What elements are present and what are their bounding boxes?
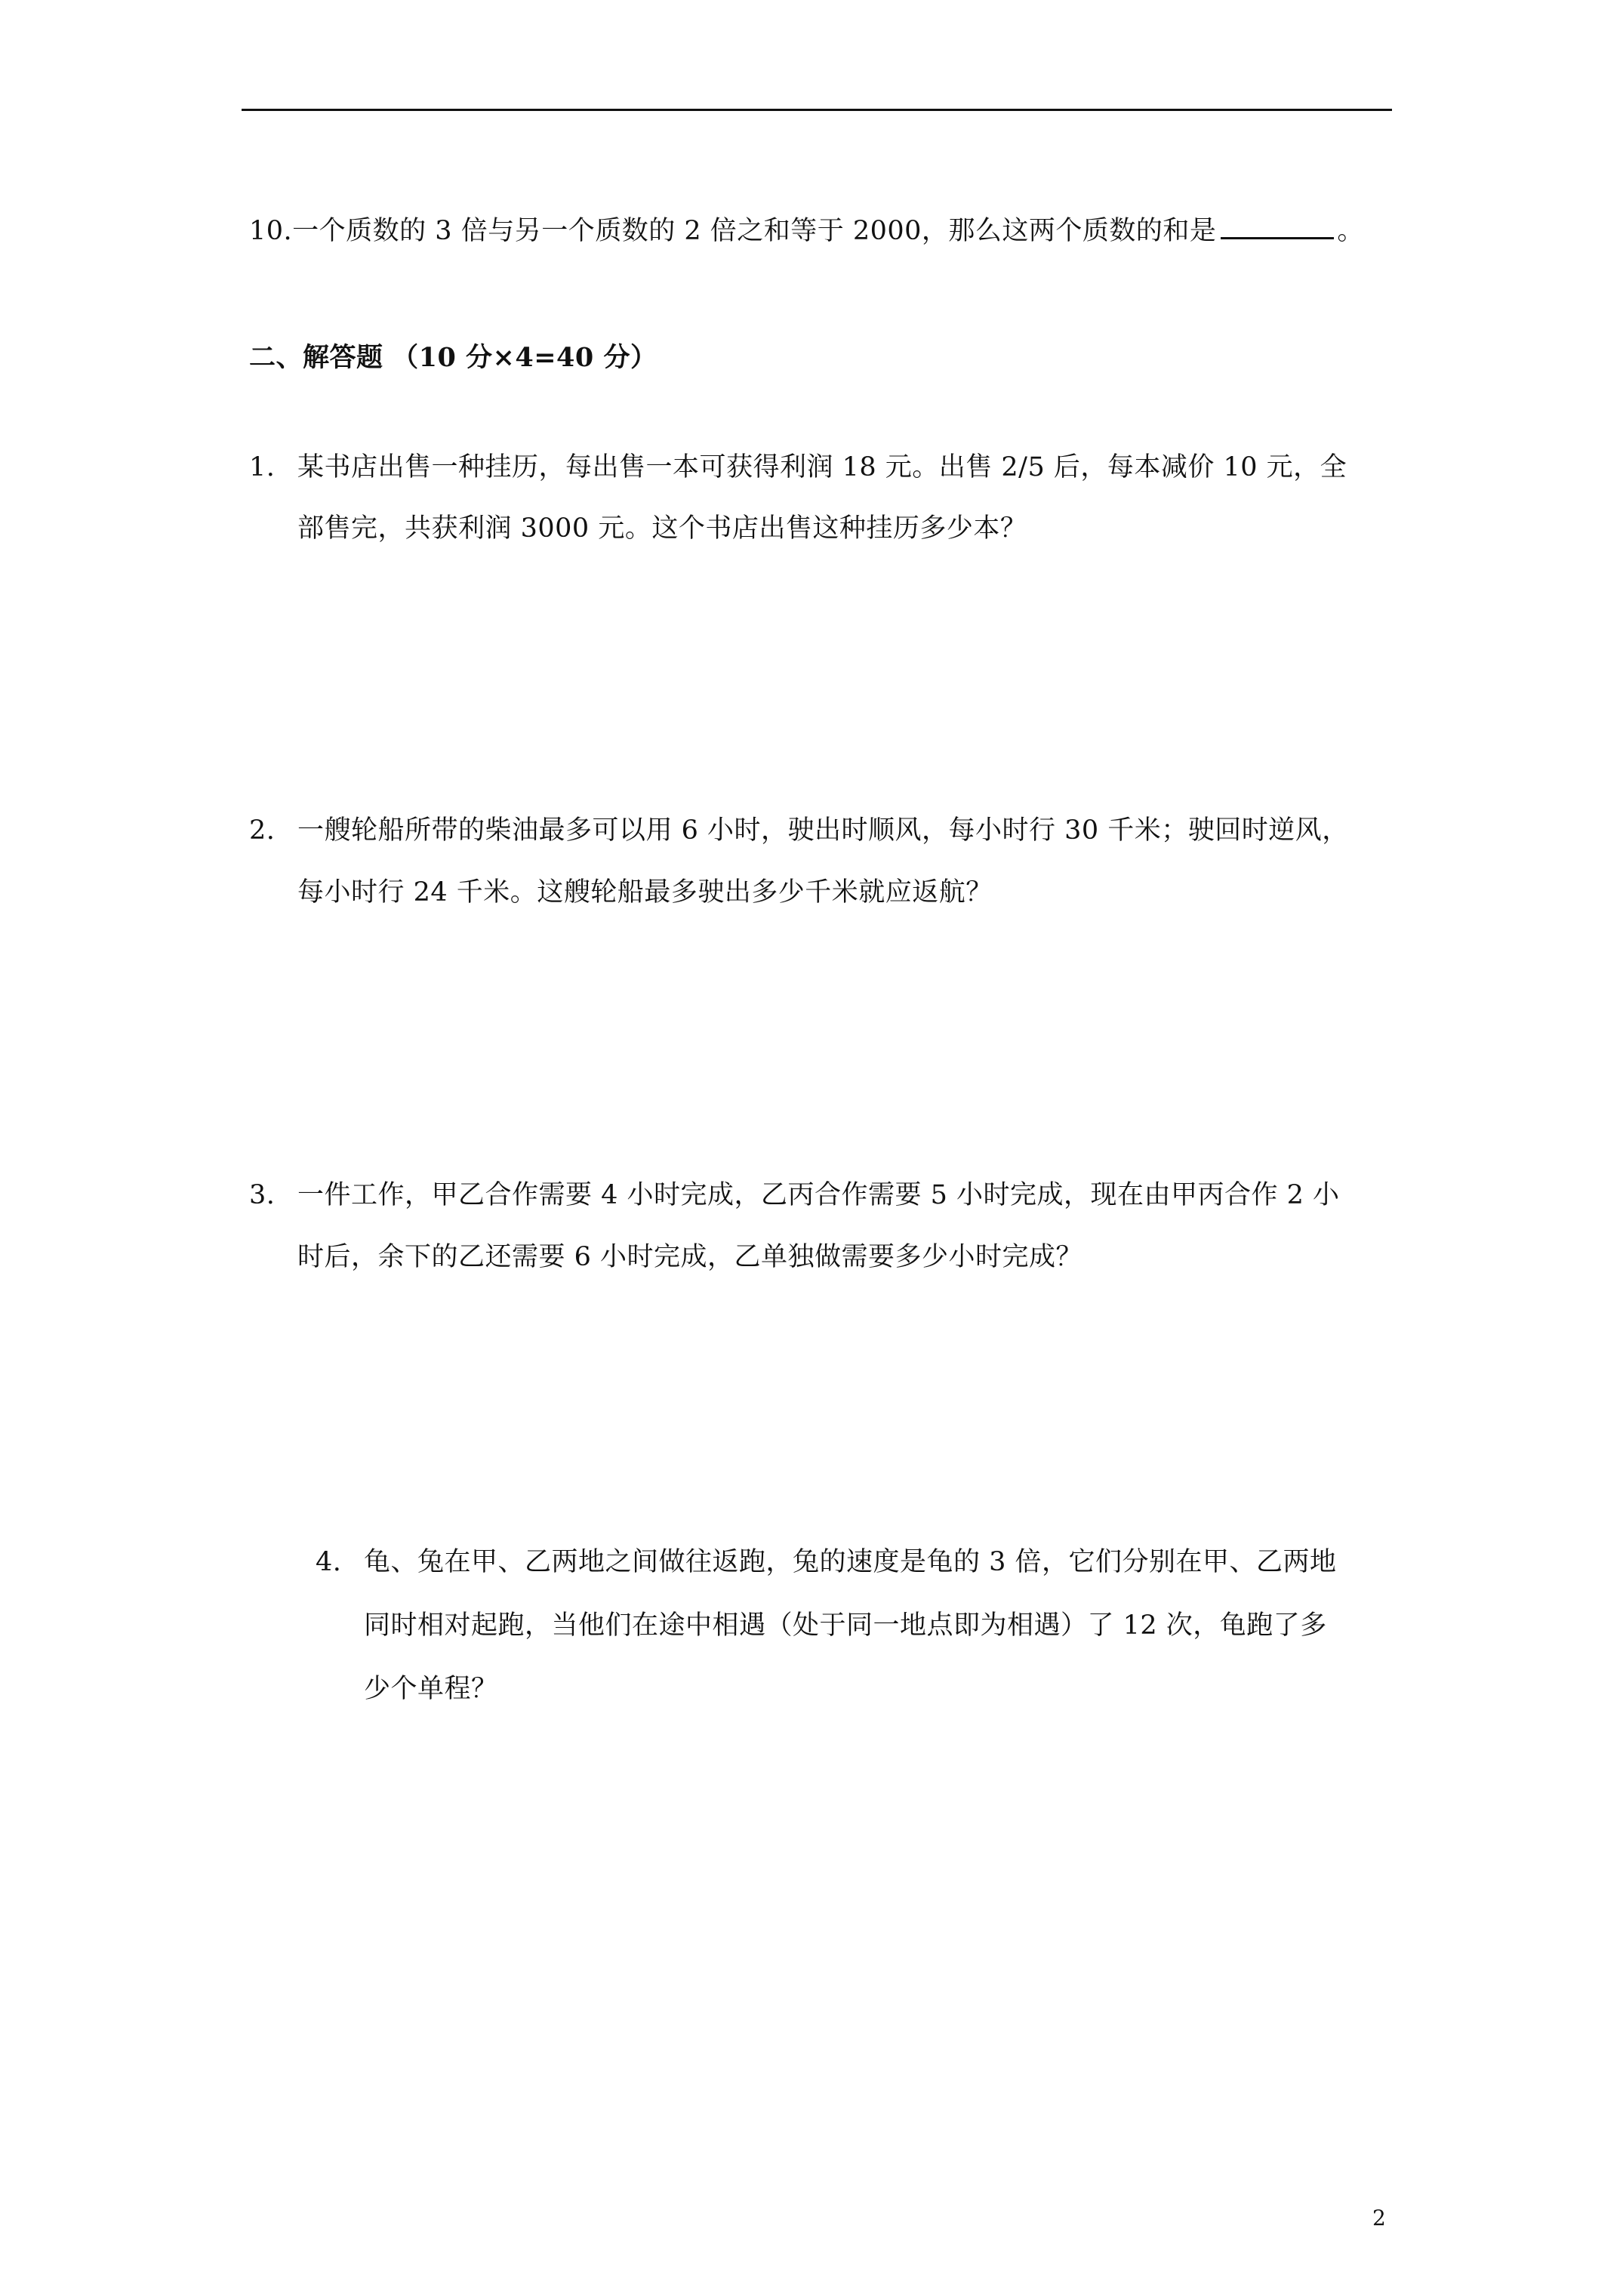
problem-1-line-1 [249, 451, 1347, 484]
section-2-title: 二、解答题 [249, 342, 383, 373]
problem-4-text-2: 同时相对起跑，当他们在途中相遇（处于同一地点即为相遇）了 12 次，龟跑了多 [364, 1610, 1327, 1641]
question-10-end: 。 [1337, 216, 1364, 246]
question-10 [249, 213, 1364, 248]
problem-4-text-1: 龟、兔在甲、乙两地之间做往返跑，兔的速度是龟的 3 倍，它们分别在甲、乙两地 [364, 1547, 1337, 1577]
problem-1-text-2: 部售完，共获利润 3000 元。这个书店出售这种挂历多少本？ [297, 513, 1027, 544]
section-2-score: （10 分×4=40 分） [392, 342, 658, 373]
problem-3-line-1 [249, 1179, 1340, 1212]
page-number: 2 [1372, 2205, 1386, 2230]
problem-3-text-2: 时后，余下的乙还需要 6 小时完成，乙单独做需要多少小时完成？ [297, 1242, 1083, 1272]
problem-4-line-2 [364, 1609, 1327, 1642]
problem-3-number: 3. [249, 1180, 276, 1210]
problem-1-number: 1. [249, 452, 276, 482]
problem-4-number: 4. [316, 1547, 342, 1577]
problem-4-line-3 [364, 1672, 498, 1706]
answer-blank [1221, 213, 1334, 239]
problem-1-line-2 [297, 512, 1027, 545]
question-10-text: 一个质数的 3 倍与另一个质数的 2 倍之和等于 2000，那么这两个质数的和是 [292, 216, 1217, 246]
problem-4-line-1 [316, 1546, 1337, 1579]
header-rule [242, 109, 1392, 111]
problem-3-text-1: 一件工作，甲乙合作需要 4 小时完成，乙丙合作需要 5 小时完成，现在由甲丙合作 2 小 [297, 1180, 1340, 1210]
problem-2-number: 2. [249, 815, 276, 846]
problem-4-text-3: 少个单程？ [364, 1674, 498, 1704]
problem-2-line-2 [297, 876, 993, 909]
problem-2-text-1: 一艘轮船所带的柴油最多可以用 6 小时，驶出时顺风，每小时行 30 千米；驶回时逆风， [297, 815, 1349, 846]
problem-2-text-2: 每小时行 24 千米。这艘轮船最多驶出多少千米就应返航？ [297, 877, 993, 908]
problem-2-line-1 [249, 814, 1349, 847]
problem-1-text-1: 某书店出售一种挂历，每出售一本可获得利润 18 元。出售 2/5 后，每本减价 10 元，全 [297, 452, 1347, 482]
question-10-number: 10. [249, 216, 293, 246]
problem-3-line-2 [297, 1240, 1083, 1274]
section-2-heading [249, 341, 657, 374]
